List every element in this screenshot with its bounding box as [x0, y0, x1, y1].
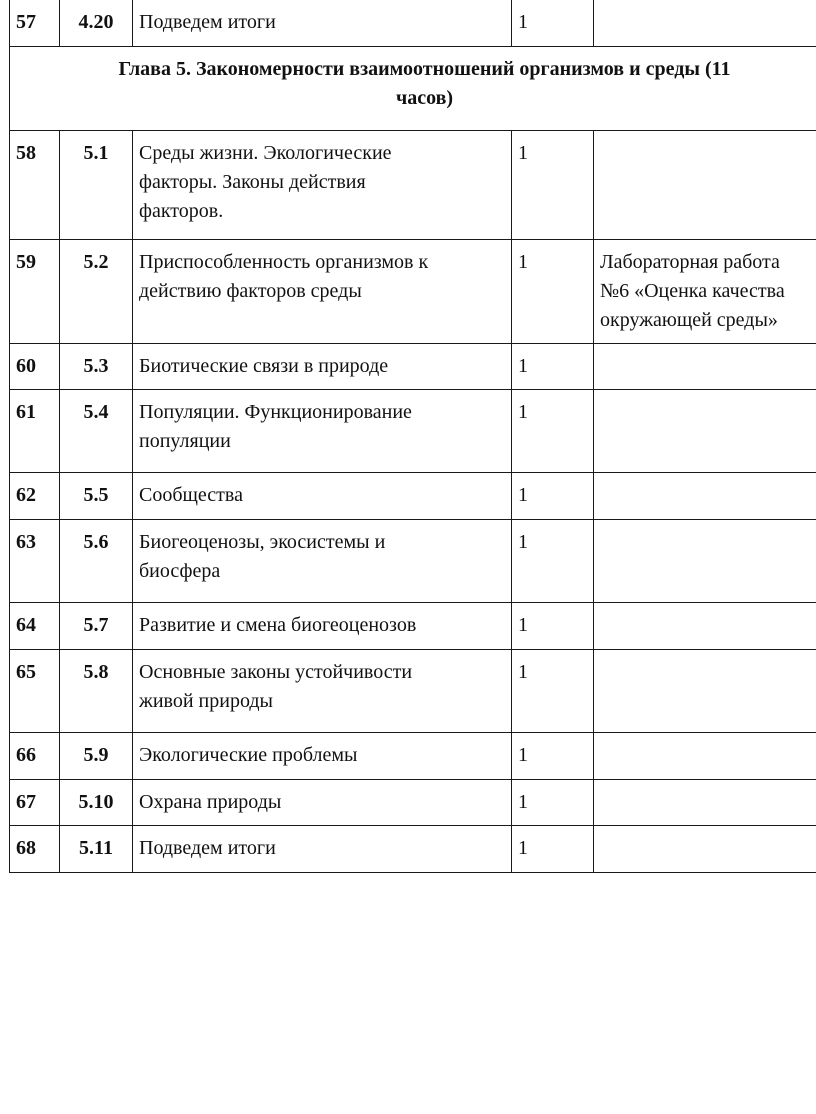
lesson-number: 58 [10, 131, 60, 240]
lesson-note [594, 473, 816, 520]
lesson-hours: 1 [512, 826, 594, 873]
lesson-hours: 1 [512, 520, 594, 603]
lesson-number: 65 [10, 650, 60, 733]
lesson-code: 5.5 [60, 473, 133, 520]
lesson-code: 5.8 [60, 650, 133, 733]
lesson-code: 5.2 [60, 240, 133, 344]
lesson-number: 67 [10, 780, 60, 826]
lesson-code: 5.4 [60, 390, 133, 473]
lesson-number: 60 [10, 344, 60, 390]
table-row [10, 131, 816, 240]
lesson-topic: Экологические проблемы [133, 733, 512, 780]
chapter-title-line: Глава 5. Закономерности взаимоотношений организмов и среды (11 [118, 58, 731, 80]
lesson-note [594, 733, 816, 780]
lesson-note [594, 603, 816, 650]
lesson-note [594, 344, 816, 390]
topic-line: Основные законы устойчивости [139, 661, 413, 683]
lesson-code: 5.7 [60, 603, 133, 650]
lesson-code: 5.11 [60, 826, 133, 873]
lesson-number: 59 [10, 240, 60, 344]
note-line: №6 «Оценка качества [600, 280, 785, 302]
table-row [10, 0, 816, 47]
lesson-code: 5.3 [60, 344, 133, 390]
chapter-title [10, 47, 816, 131]
lesson-hours: 1 [512, 473, 594, 520]
lesson-hours: 1 [512, 733, 594, 780]
lesson-hours: 1 [512, 603, 594, 650]
lesson-code: 5.6 [60, 520, 133, 603]
chapter-title-line: часов) [395, 87, 454, 109]
chapter-row [10, 47, 816, 131]
lesson-number: 66 [10, 733, 60, 780]
lesson-code: 5.1 [60, 131, 133, 240]
lesson-number: 61 [10, 390, 60, 473]
topic-line: действию факторов среды [139, 280, 362, 302]
lesson-topic [133, 240, 512, 344]
topic-line: популяции [139, 430, 231, 452]
lesson-topic [133, 131, 512, 240]
lesson-note [594, 520, 816, 603]
lesson-plan-table [9, 0, 816, 873]
lesson-hours: 1 [512, 344, 594, 390]
lesson-note [594, 650, 816, 733]
lesson-topic: Подведем итоги [133, 826, 512, 873]
topic-line: факторы. Законы действия [139, 171, 366, 193]
note-line: окружающей среды» [600, 309, 778, 331]
lesson-topic: Охрана природы [133, 780, 512, 826]
lesson-topic: Биотические связи в природе [133, 344, 512, 390]
note-line: Лабораторная работа [600, 251, 780, 273]
topic-line: живой природы [139, 690, 273, 712]
lesson-hours: 1 [512, 0, 594, 47]
lesson-code: 5.10 [60, 780, 133, 826]
lesson-hours: 1 [512, 650, 594, 733]
lesson-code: 4.20 [60, 0, 133, 47]
topic-line: факторов. [139, 200, 224, 222]
lesson-number: 62 [10, 473, 60, 520]
table-row [10, 390, 816, 473]
lesson-note [594, 390, 816, 473]
lesson-note [594, 780, 816, 826]
table-row [10, 780, 816, 826]
table-row [10, 240, 816, 344]
lesson-note [594, 240, 816, 344]
topic-line: биосфера [139, 560, 221, 582]
lesson-topic [133, 520, 512, 603]
lesson-hours: 1 [512, 240, 594, 344]
lesson-topic [133, 390, 512, 473]
lesson-code: 5.9 [60, 733, 133, 780]
lesson-topic: Сообщества [133, 473, 512, 520]
topic-line: Биогеоценозы, экосистемы и [139, 531, 386, 553]
lesson-number: 68 [10, 826, 60, 873]
lesson-number: 63 [10, 520, 60, 603]
lesson-hours: 1 [512, 131, 594, 240]
table-row [10, 344, 816, 390]
table-row [10, 650, 816, 733]
lesson-topic: Подведем итоги [133, 0, 512, 47]
table-row [10, 520, 816, 603]
topic-line: Среды жизни. Экологические [139, 142, 392, 164]
lesson-number: 57 [10, 0, 60, 47]
lesson-hours: 1 [512, 780, 594, 826]
lesson-topic [133, 650, 512, 733]
lesson-note [594, 0, 816, 47]
topic-line: Приспособленность организмов к [139, 251, 429, 273]
topic-line: Популяции. Функционирование [139, 401, 412, 423]
table-row [10, 733, 816, 780]
lesson-note [594, 131, 816, 240]
lesson-number: 64 [10, 603, 60, 650]
lesson-note [594, 826, 816, 873]
lesson-hours: 1 [512, 390, 594, 473]
table-row [10, 826, 816, 873]
table-row [10, 603, 816, 650]
table-row [10, 473, 816, 520]
lesson-topic: Развитие и смена биогеоценозов [133, 603, 512, 650]
